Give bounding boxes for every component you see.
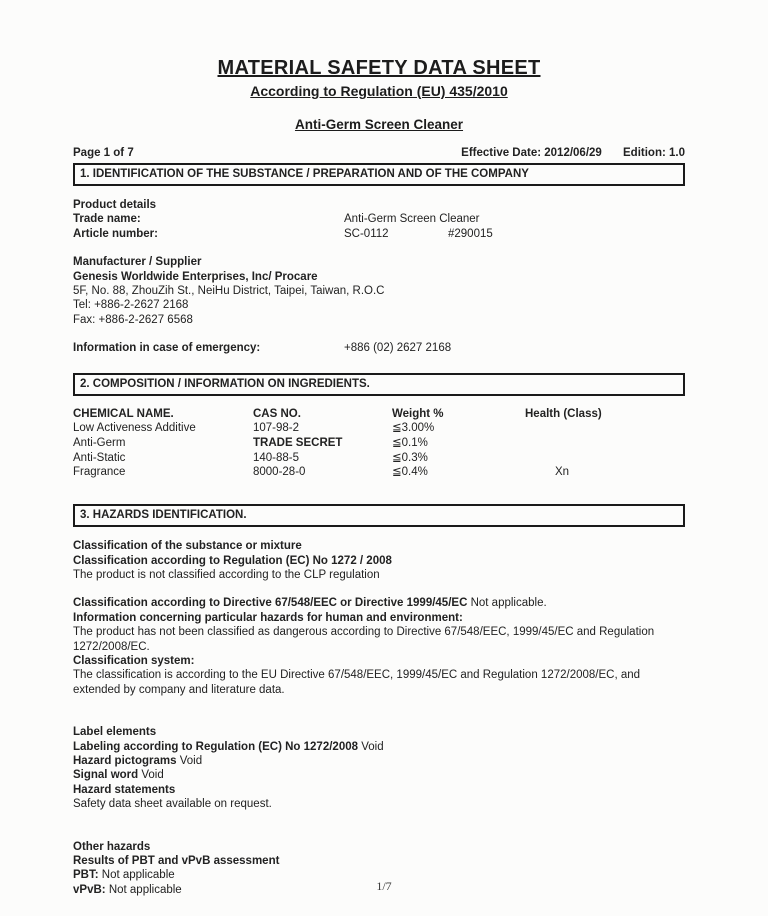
pictograms-label: Hazard pictograms	[73, 755, 177, 768]
emergency-label: Information in case of emergency:	[73, 342, 261, 355]
spacer	[73, 241, 685, 255]
classification-heading: Classification of the substance or mixture	[73, 540, 302, 553]
section3-header: 3. HAZARDS IDENTIFICATION.	[73, 504, 685, 527]
hazard-statements-text: Safety data sheet available on request.	[73, 798, 272, 811]
composition-table	[73, 407, 685, 481]
health-class	[525, 436, 685, 451]
section2-header: 2. COMPOSITION / INFORMATION ON INGREDIENTS.	[73, 373, 685, 396]
table-row	[73, 436, 685, 451]
directive-value: Not applicable.	[470, 597, 547, 610]
col-health-class: Health (Class)	[525, 407, 602, 420]
pictograms-line	[73, 754, 685, 768]
col-weight: Weight %	[392, 407, 444, 420]
pictograms-value: Void	[179, 755, 203, 768]
article-number-values	[344, 227, 493, 241]
clp-text: The product is not classified according to the CLP regulation	[73, 568, 380, 581]
clp-heading: Classification according to Regulation (EC) No 1272 / 2008	[73, 554, 392, 567]
other-hazards-heading: Other hazards	[73, 840, 151, 853]
hazard-statements-heading: Hazard statements	[73, 783, 176, 796]
page-meta-row	[73, 147, 685, 159]
page-indicator: Page 1 of 7	[73, 147, 134, 159]
cas-number: 107-98-2	[253, 422, 300, 435]
spacer	[73, 697, 685, 725]
article-number-label: Article number:	[73, 227, 158, 240]
particular-hazards-text: The product has not been classified as dangerous according to Directive 67/548/EEC, 1999/45/EC and Regulation 1272/2008/EC.	[73, 626, 655, 653]
signal-word-line	[73, 768, 685, 782]
emergency-row	[73, 341, 685, 355]
weight-percent: ≦0.1%	[392, 437, 428, 450]
pbt-label: PBT:	[73, 869, 99, 882]
article-number-extra: #290015	[448, 227, 493, 240]
weight-percent: ≦0.3%	[392, 451, 428, 464]
label-elements-heading: Label elements	[73, 726, 157, 739]
section1-header: 1. IDENTIFICATION OF THE SUBSTANCE / PREPARATION AND OF THE COMPANY	[73, 163, 685, 186]
composition-table-header-row	[73, 407, 685, 422]
table-row	[73, 421, 685, 436]
manufacturer-address: 5F, No. 88, ZhouZih St., NeiHu District, Taipei, Taiwan, R.O.C	[73, 285, 385, 298]
vpvb-value: Not applicable	[108, 883, 182, 896]
chemical-name: Anti-Static	[73, 451, 126, 464]
emergency-value: +886 (02) 2627 2168	[344, 342, 452, 355]
edition-label: Edition: 1.0	[623, 147, 685, 159]
col-cas-no: CAS NO.	[253, 407, 301, 420]
pbt-value: Not applicable	[101, 869, 175, 882]
spacer	[73, 812, 685, 840]
document-title: MATERIAL SAFETY DATA SHEET	[217, 57, 541, 79]
labeling-line	[73, 740, 685, 754]
signal-word-value: Void	[141, 769, 164, 782]
article-number-value: SC-0112	[344, 227, 389, 240]
product-details-heading: Product details	[73, 199, 157, 211]
manufacturer-fax: Fax: +886-2-2627 6568	[73, 313, 193, 326]
vpvb-label: vPvB:	[73, 883, 106, 896]
cas-number: 8000-28-0	[253, 466, 306, 479]
page-content	[73, 0, 685, 897]
signal-word-label: Signal word	[73, 769, 139, 782]
page-meta-right	[461, 147, 685, 159]
manufacturer-name: Genesis Worldwide Enterprises, Inc/ Procare	[73, 270, 318, 283]
cas-number: 140-88-5	[253, 451, 300, 464]
cas-number: TRADE SECRET	[253, 437, 343, 450]
directive-line	[73, 596, 685, 610]
health-class	[525, 451, 685, 466]
trade-name-value: Anti-Germ Screen Cleaner	[344, 213, 480, 226]
weight-percent: ≦3.00%	[392, 422, 435, 435]
directive-label: Classification according to Directive 67/548/EEC or Directive 1999/45/EC	[73, 597, 468, 610]
article-number-row	[73, 227, 685, 241]
manufacturer-tel: Tel: +886-2-2627 2168	[73, 299, 189, 312]
col-chemical-name: CHEMICAL NAME.	[73, 407, 174, 420]
document-subtitle: According to Regulation (EU) 435/2010	[250, 83, 508, 99]
chemical-name: Anti-Germ	[73, 437, 126, 450]
pbt-assessment-heading: Results of PBT and vPvB assessment	[73, 855, 280, 868]
table-row	[73, 465, 685, 480]
manufacturer-heading: Manufacturer / Supplier	[73, 256, 202, 269]
page-number-footer: 1/7	[376, 879, 392, 893]
spacer	[73, 582, 685, 596]
effective-date: Effective Date: 2012/06/29	[461, 147, 602, 159]
table-row	[73, 451, 685, 466]
health-class	[525, 421, 685, 436]
spacer	[73, 327, 685, 341]
labeling-value: Void	[361, 740, 384, 753]
chemical-name: Fragrance	[73, 466, 126, 479]
chemical-name: Low Activeness Additive	[73, 422, 196, 435]
product-title: Anti-Germ Screen Cleaner	[294, 117, 464, 132]
weight-percent: ≦0.4%	[392, 466, 428, 479]
classification-system-text: The classification is according to the EU Directive 67/548/EEC, 1999/45/EC and Regulation 1272/2008/EC, and extended by company and literature data.	[73, 669, 641, 696]
trade-name-label: Trade name:	[73, 213, 141, 226]
labeling-label: Labeling according to Regulation (EC) No 1272/2008	[73, 740, 359, 753]
classification-system-heading: Classification system:	[73, 655, 195, 668]
trade-name-row	[73, 212, 685, 226]
health-class: Xn	[555, 466, 570, 479]
particular-hazards-heading: Information concerning particular hazards for human and environment:	[73, 611, 463, 624]
